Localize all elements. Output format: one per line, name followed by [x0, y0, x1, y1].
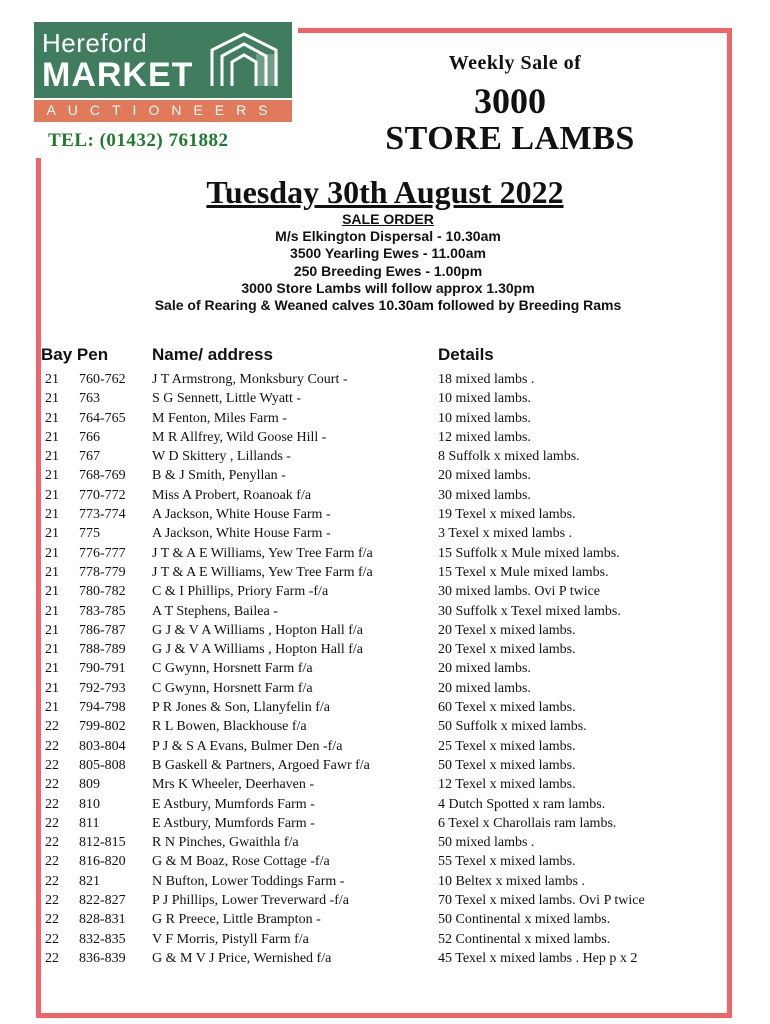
table-row	[0, 854, 770, 873]
details-cell: 30 Suffolk x Texel mixed lambs.	[438, 603, 621, 619]
table-row	[0, 777, 770, 796]
table-row	[0, 797, 770, 816]
pen-cell: 775	[79, 526, 100, 542]
details-cell: 18 mixed lambs .	[438, 372, 535, 387]
details-cell: 20 mixed lambs.	[438, 661, 531, 677]
pen-cell: 783-785	[79, 603, 126, 619]
name-cell: Mrs K Wheeler, Deerhaven -	[152, 777, 315, 793]
pen-cell: 836-839	[79, 950, 126, 966]
table-row	[0, 912, 770, 931]
sale-order-line: 3000 Store Lambs will follow approx 1.30pm	[241, 279, 535, 296]
name-cell: C Gwynn, Horsnett Farm f/a	[152, 680, 313, 696]
column-header-bay-pen: Bay Pen	[41, 345, 109, 364]
table-row	[0, 874, 770, 893]
pen-cell: 809	[79, 777, 100, 793]
name-cell: M R Allfrey, Wild Goose Hill -	[152, 429, 327, 445]
name-cell: A Jackson, White House Farm -	[152, 507, 331, 523]
sale-order-line: 3500 Yearling Ewes - 11.00am	[290, 245, 486, 262]
bay-cell: 21	[45, 603, 59, 619]
bay-cell: 22	[45, 777, 59, 793]
details-cell: 15 Texel x Mule mixed lambs.	[438, 564, 609, 580]
pen-cell: 790-791	[79, 661, 126, 677]
name-cell: E Astbury, Mumfords Farm -	[152, 796, 315, 812]
bay-cell: 21	[45, 642, 59, 658]
details-cell: 50 Suffolk x mixed lambs.	[438, 719, 587, 735]
pen-cell: 803-804	[79, 738, 126, 754]
name-cell: E Astbury, Mumfords Farm -	[152, 815, 315, 831]
table-row	[0, 507, 770, 526]
bay-cell: 21	[45, 429, 59, 445]
details-cell: 30 mixed lambs. Ovi P twice	[438, 584, 601, 600]
bay-cell: 21	[45, 487, 59, 503]
pen-cell: 816-820	[79, 854, 126, 870]
details-cell: 12 Texel x mixed lambs.	[438, 777, 576, 793]
table-row	[0, 661, 770, 680]
pen-cell: 780-782	[79, 584, 126, 600]
bay-cell: 21	[45, 526, 59, 542]
bay-cell: 22	[45, 854, 59, 870]
column-header-name: Name/ address	[152, 345, 273, 364]
name-cell: P J & S A Evans, Bulmer Den -f/a	[152, 738, 343, 754]
pen-cell: 811	[79, 815, 100, 831]
name-cell: S G Sennett, Little Wyatt -	[152, 391, 301, 407]
pen-cell: 770-772	[79, 487, 126, 503]
bay-cell: 22	[45, 738, 59, 754]
details-cell: 70 Texel x mixed lambs. Ovi P twice	[438, 893, 645, 909]
details-cell: 25 Texel x mixed lambs.	[438, 738, 576, 754]
table-row	[0, 604, 770, 623]
details-cell: 50 Continental x mixed lambs.	[438, 912, 611, 928]
name-cell: G J & V A Williams , Hopton Hall f/a	[152, 642, 363, 658]
details-cell: 19 Texel x mixed lambs.	[438, 507, 576, 523]
table-row	[0, 430, 770, 449]
lamb-count: 3000	[474, 81, 546, 121]
table-row	[0, 681, 770, 700]
logo-auctioneers-text: AUCTIONEERS	[46, 102, 280, 118]
pen-cell: 794-798	[79, 700, 126, 716]
pen-cell: 760-762	[79, 372, 126, 387]
name-cell: R N Pinches, Gwaithla f/a	[152, 835, 299, 851]
bay-cell: 22	[45, 757, 59, 773]
name-cell: R L Bowen, Blackhouse f/a	[152, 719, 307, 735]
name-cell: G & M Boaz, Rose Cottage -f/a	[152, 854, 330, 870]
name-cell: V F Morris, Pistyll Farm f/a	[152, 931, 309, 947]
pen-cell: 768-769	[79, 468, 126, 484]
details-cell: 10 mixed lambs.	[438, 410, 531, 426]
sale-order	[0, 211, 770, 314]
table-row	[0, 816, 770, 835]
name-cell: J T Armstrong, Monksbury Court -	[152, 372, 348, 387]
frame-bottom-border	[36, 1013, 732, 1018]
table-row	[0, 835, 770, 854]
name-cell: A T Stephens, Bailea -	[152, 603, 278, 619]
name-cell: B & J Smith, Penyllan -	[152, 468, 286, 484]
details-cell: 52 Continental x mixed lambs.	[438, 931, 611, 947]
pen-cell: 773-774	[79, 507, 126, 523]
bay-cell: 21	[45, 507, 59, 523]
details-cell: 20 Texel x mixed lambs.	[438, 642, 576, 658]
hereford-market-logo	[34, 22, 292, 122]
name-cell: A Jackson, White House Farm -	[152, 526, 331, 542]
name-cell: P J Phillips, Lower Treverward -f/a	[152, 893, 350, 909]
pen-cell: 821	[79, 873, 100, 889]
bay-cell: 22	[45, 796, 59, 812]
details-cell: 45 Texel x mixed lambs . Hep p x 2	[438, 950, 638, 966]
table-row	[0, 372, 770, 391]
details-cell: 60 Texel x mixed lambs.	[438, 700, 576, 716]
bay-cell: 22	[45, 912, 59, 928]
table-row	[0, 449, 770, 468]
name-cell: Miss A Probert, Roanoak f/a	[152, 487, 312, 503]
bay-cell: 21	[45, 700, 59, 716]
table-row	[0, 584, 770, 603]
pen-cell: 832-835	[79, 931, 126, 947]
pen-cell: 799-802	[79, 719, 126, 735]
table-row	[0, 739, 770, 758]
details-cell: 4 Dutch Spotted x ram lambs.	[438, 796, 606, 812]
name-cell: J T & A E Williams, Yew Tree Farm f/a	[152, 564, 373, 580]
pen-cell: 822-827	[79, 893, 126, 909]
table-row	[0, 758, 770, 777]
name-cell: B Gaskell & Partners, Argoed Fawr f/a	[152, 757, 370, 773]
details-cell: 10 mixed lambs.	[438, 391, 531, 407]
pen-cell: 767	[79, 449, 100, 465]
bay-cell: 21	[45, 680, 59, 696]
pen-cell: 766	[79, 429, 100, 445]
bay-cell: 21	[45, 661, 59, 677]
name-cell: G J & V A Williams , Hopton Hall f/a	[152, 622, 363, 638]
pen-cell: 778-779	[79, 564, 126, 580]
pen-cell: 764-765	[79, 410, 126, 426]
name-cell: G R Preece, Little Brampton -	[152, 912, 321, 928]
pen-cell: 788-789	[79, 642, 126, 658]
pen-cell: 828-831	[79, 912, 126, 928]
table-row	[0, 893, 770, 912]
bay-cell: 22	[45, 950, 59, 966]
details-cell: 50 mixed lambs .	[438, 835, 535, 851]
bay-cell: 21	[45, 564, 59, 580]
frame-top-border	[298, 28, 732, 33]
bay-cell: 22	[45, 835, 59, 851]
bay-cell: 21	[45, 372, 59, 387]
table-row	[0, 488, 770, 507]
column-header-details: Details	[438, 345, 494, 364]
telephone-number: TEL: (01432) 761882	[48, 130, 229, 151]
pen-cell: 810	[79, 796, 100, 812]
bay-cell: 22	[45, 893, 59, 909]
bay-cell: 22	[45, 873, 59, 889]
table-row	[0, 546, 770, 565]
details-cell: 10 Beltex x mixed lambs .	[438, 873, 585, 889]
table-row	[0, 951, 770, 970]
details-cell: 20 mixed lambs.	[438, 680, 531, 696]
name-cell: C & I Phillips, Priory Farm -f/a	[152, 584, 329, 600]
table-row	[0, 932, 770, 951]
name-cell: C Gwynn, Horsnett Farm f/a	[152, 661, 313, 677]
details-cell: 50 Texel x mixed lambs.	[438, 757, 576, 773]
pen-cell: 792-793	[79, 680, 126, 696]
bay-cell: 21	[45, 410, 59, 426]
name-cell: J T & A E Williams, Yew Tree Farm f/a	[152, 545, 373, 561]
details-cell: 15 Suffolk x Mule mixed lambs.	[438, 545, 620, 561]
pen-cell: 786-787	[79, 622, 126, 638]
details-cell: 20 mixed lambs.	[438, 468, 531, 484]
name-cell: W D Skittery , Lillands -	[152, 449, 291, 465]
table-row	[0, 468, 770, 487]
details-cell: 12 mixed lambs.	[438, 429, 531, 445]
gate-icon	[204, 28, 284, 92]
pen-cell: 763	[79, 391, 100, 407]
logo-hereford-text: Hereford	[42, 28, 148, 58]
sale-order-header: SALE ORDER	[342, 211, 434, 227]
sale-date: Tuesday 30th August 2022	[206, 174, 564, 210]
weekly-sale-label: Weekly Sale of	[448, 52, 582, 74]
bay-cell: 22	[45, 931, 59, 947]
name-cell: G & M V J Price, Wernished f/a	[152, 950, 332, 966]
details-cell: 30 mixed lambs.	[438, 487, 531, 503]
bay-cell: 21	[45, 622, 59, 638]
details-cell: 20 Texel x mixed lambs.	[438, 622, 576, 638]
table-row	[0, 700, 770, 719]
entries-list	[0, 372, 770, 970]
bay-cell: 21	[45, 584, 59, 600]
table-row	[0, 411, 770, 430]
pen-cell: 805-808	[79, 757, 126, 773]
details-cell: 3 Texel x mixed lambs .	[438, 526, 573, 542]
name-cell: M Fenton, Miles Farm -	[152, 410, 287, 426]
table-row	[0, 565, 770, 584]
name-cell: P R Jones & Son, Llanyfelin f/a	[152, 700, 330, 716]
details-cell: 8 Suffolk x mixed lambs.	[438, 449, 580, 465]
pen-cell: 812-815	[79, 835, 126, 851]
sale-order-line: Sale of Rearing & Weaned calves 10.30am followed by Breeding Rams	[154, 297, 622, 314]
details-cell: 6 Texel x Charollais ram lambs.	[438, 815, 617, 831]
table-row	[0, 526, 770, 545]
sale-order-line: M/s Elkington Dispersal - 10.30am	[275, 228, 501, 245]
details-cell: 55 Texel x mixed lambs.	[438, 854, 576, 870]
sale-title: STORE LAMBS	[385, 120, 635, 157]
bay-cell: 21	[45, 545, 59, 561]
bay-cell: 21	[45, 391, 59, 407]
sale-order-line: 250 Breeding Ewes - 1.00pm	[293, 262, 483, 279]
bay-cell: 22	[45, 815, 59, 831]
pen-cell: 776-777	[79, 545, 126, 561]
bay-cell: 21	[45, 449, 59, 465]
table-row	[0, 719, 770, 738]
table-row	[0, 642, 770, 661]
logo-market-text: MARKET	[42, 56, 194, 94]
table-row	[0, 391, 770, 410]
bay-cell: 21	[45, 468, 59, 484]
table-row	[0, 623, 770, 642]
name-cell: N Bufton, Lower Toddings Farm -	[152, 873, 345, 889]
bay-cell: 22	[45, 719, 59, 735]
